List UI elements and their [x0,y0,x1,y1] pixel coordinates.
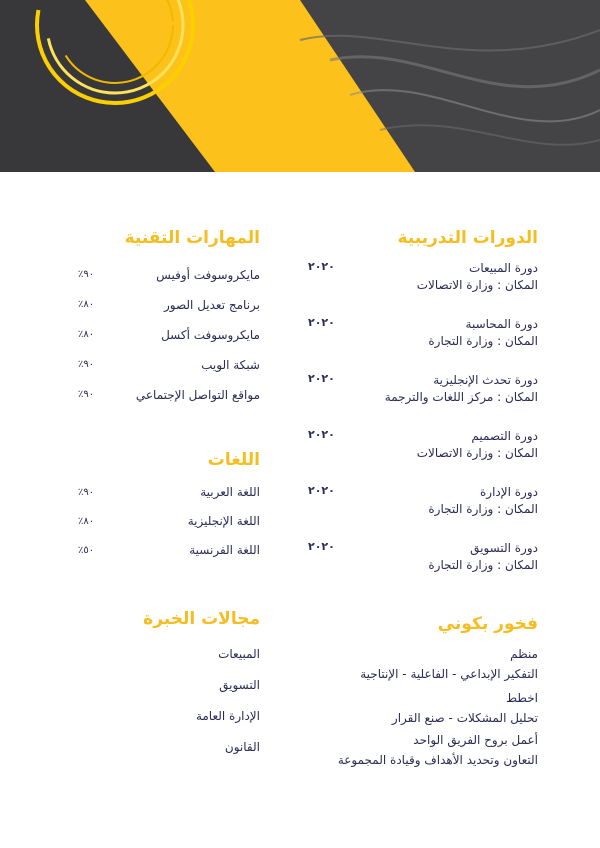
skill-percent: ٩٠٪ [78,389,95,400]
course-year: ٢٠٢٠ [308,316,335,329]
course-year: ٢٠٢٠ [308,540,335,553]
about-line: أعمل بروح الفريق الواحد [413,733,538,747]
skill-percent: ٩٠٪ [78,269,95,280]
course-name: دورة الإدارة [480,485,538,499]
skill-row [78,350,260,380]
courses-title: الدورات التدريبية [397,228,538,248]
skill-row [78,260,260,290]
about-line: اخطط [506,691,538,705]
right-column [298,222,538,770]
about-list [298,644,538,770]
skill-row [78,380,260,410]
languages-list [78,478,260,565]
language-row [78,536,260,565]
course-item [298,260,538,310]
course-item [298,484,538,534]
language-percent: ٩٠٪ [78,487,95,498]
language-name: اللغة العربية [200,485,260,499]
about-line: تحليل المشكلات - صنع القرار [391,711,538,725]
course-place: المكان : وزارة الاتصالات [416,278,538,292]
skills-list [78,260,260,410]
course-name: دورة التسويق [470,541,538,555]
course-year: ٢٠٢٠ [308,260,335,273]
language-percent: ٥٠٪ [78,545,95,556]
skill-row [78,320,260,350]
skill-percent: ٨٠٪ [78,329,95,340]
about-title: فخور بكوني [437,614,538,634]
header-graphic [0,0,600,172]
course-year: ٢٠٢٠ [308,428,335,441]
course-name: دورة المحاسبة [465,317,538,331]
experience-list [78,639,260,763]
about-line: التفكير الإبداعي - الفاعلية - الإنتاجية [360,667,538,681]
language-row [78,478,260,507]
course-name: دورة المبيعات [469,261,538,275]
experience-item: القانون [224,740,260,754]
languages-title: اللغات [207,450,260,470]
experience-item: الإدارة العامة [195,709,260,723]
course-name: دورة تحدث الإنجليزية [433,373,538,387]
language-percent: ٨٠٪ [78,516,95,527]
course-item [298,316,538,366]
skill-percent: ٨٠٪ [78,299,95,310]
experience-title: مجالات الخبرة [143,609,260,629]
course-place: المكان : وزارة التجارة [428,334,538,348]
course-place: المكان : وزارة الاتصالات [416,446,538,460]
course-name: دورة التصميم [471,429,538,443]
skill-name: مواقع التواصل الإجتماعي [135,388,260,402]
course-place: المكان : مركز اللغات والترجمة [384,390,538,404]
skill-name: برنامج تعديل الصور [163,298,260,312]
experience-item: التسويق [219,678,260,692]
header-banner [0,0,600,172]
skill-percent: ٩٠٪ [78,359,95,370]
language-row [78,507,260,536]
course-place: المكان : وزارة التجارة [428,502,538,516]
experience-item: المبيعات [218,647,260,661]
course-year: ٢٠٢٠ [308,484,335,497]
skill-name: مايكروسوفت أوفيس [156,268,260,282]
left-column [78,222,260,763]
about-line: التعاون وتحديد الأهداف وقيادة المجموعة [337,753,538,767]
language-name: اللغة الفرنسية [189,543,260,557]
language-name: اللغة الإنجليزية [187,514,260,528]
skills-title: المهارات التقنية [124,228,260,248]
skill-name: شبكة الويب [201,358,260,372]
course-year: ٢٠٢٠ [308,372,335,385]
course-item [298,540,538,590]
course-place: المكان : وزارة التجارة [428,558,538,572]
course-item [298,428,538,478]
course-item [298,372,538,422]
skill-name: مايكروسوفت أكسل [161,328,260,342]
skill-row [78,290,260,320]
about-line: منظم [510,647,538,661]
